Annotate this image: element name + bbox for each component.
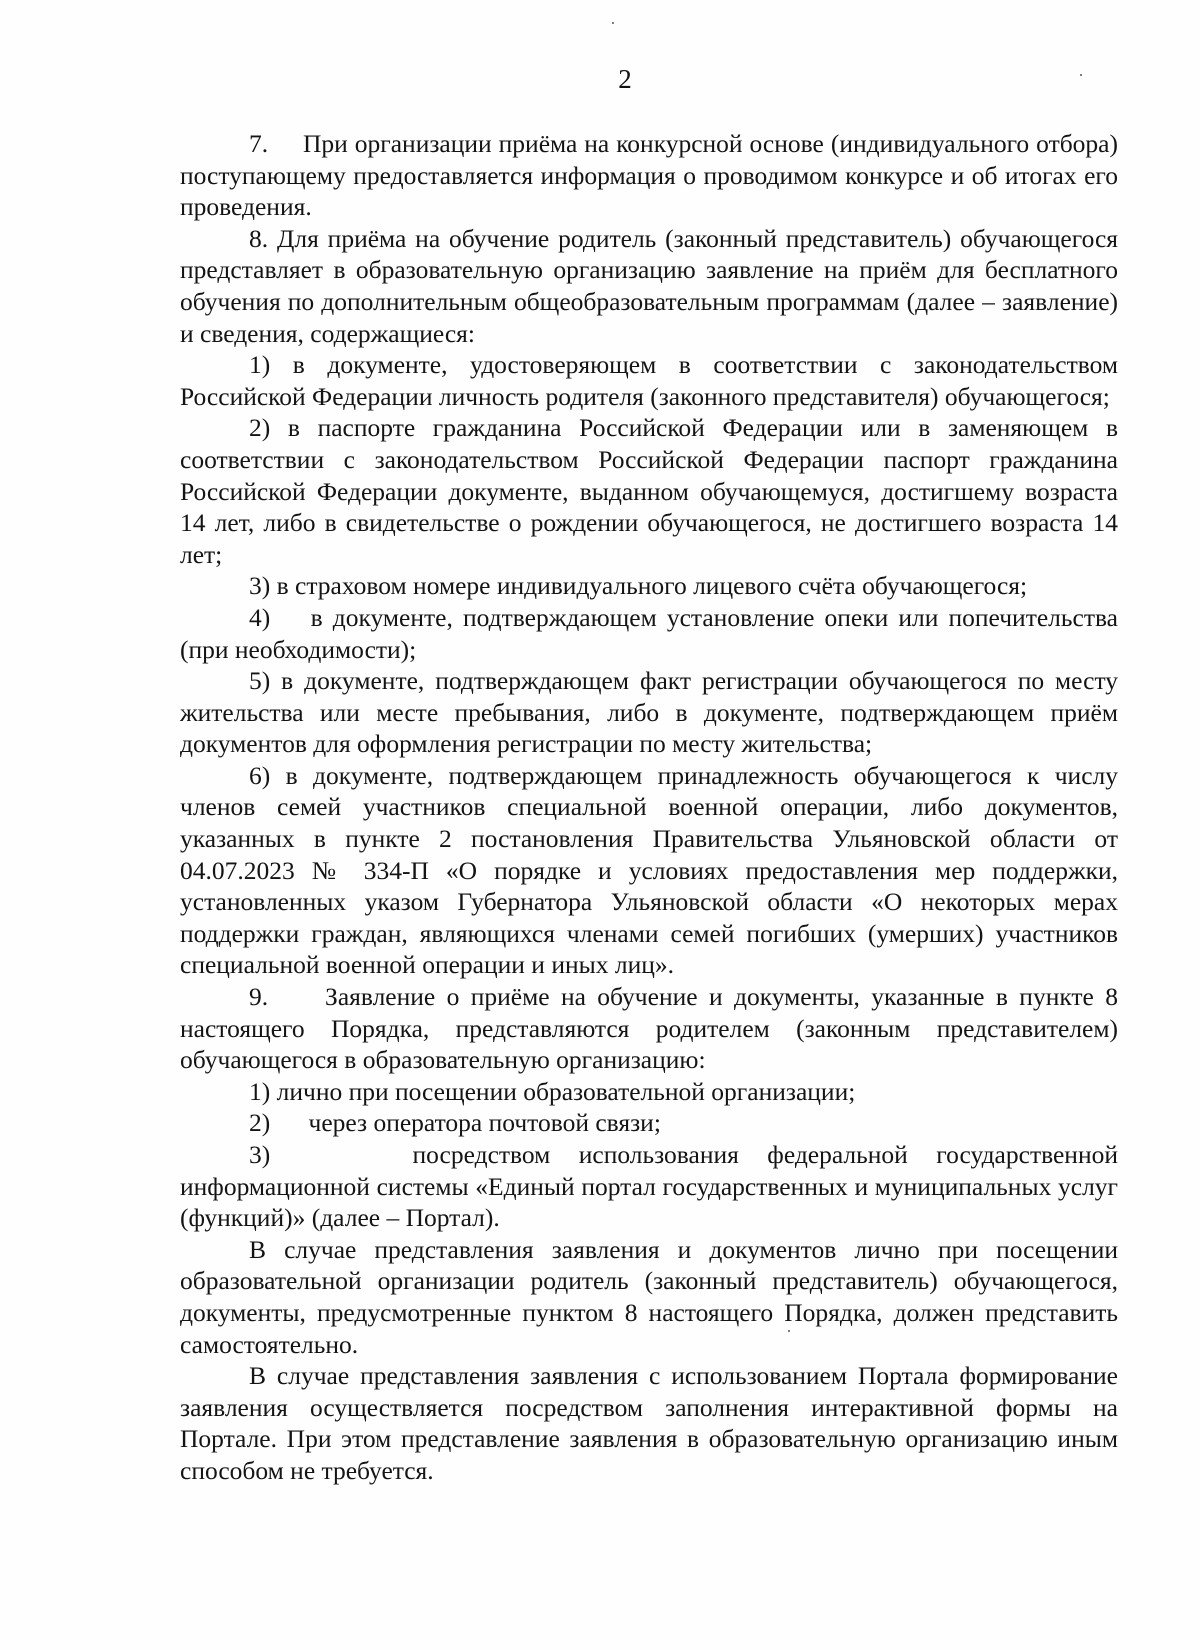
paragraph-9-item-1: 1) лично при посещении образовательной организации; [249, 1076, 856, 1106]
scan-speck [612, 22, 614, 24]
document-body [180, 128, 1118, 1487]
paragraph-8-item-5: 5) в документе, подтверждающем факт регистрации обучающегося по месту жительства или месте пребывания, либо в документе, подтверждающем приём документов для оформления регистрации по месту жительства; [180, 666, 1118, 759]
paragraph-9-item-2: 2) через оператора почтовой связи; [249, 1108, 661, 1138]
paragraph-7: 7. При организации приёма на конкурсной основе (индивидуального отбора) поступающему предоставляется информация о проводимом конкурсе и об итогах его проведения. [180, 129, 1118, 222]
paragraph-8-item-2: 2) в паспорте гражданина Российской Федерации или в заменяющем в соответствии с законодательством Российской Федерации паспорт гражданина Российской Федерации документе, выданном обучающемуся, достигшему возраста 14 лет, либо в свидетельстве о рождении обучающегося, не достигшего возраста 14 лет; [180, 413, 1118, 569]
page-number: 2 [618, 64, 632, 94]
paragraph-8: 8. Для приёма на обучение родитель (законный представитель) обучающегося представляет в образовательную организацию заявление на приём для бесплатного обучения по дополнительным общеобразовательным программам (далее – заявление) и сведения, содержащиеся: [180, 223, 1118, 348]
paragraph-9-item-3: 3) посредством использования федеральной государственной информационной системы «Единый портал государственных и муниципальных услуг (функций)» (далее – Портал). [180, 1140, 1118, 1233]
paragraph-9: 9. Заявление о приёме на обучение и документы, указанные в пункте 8 настоящего Порядка, представляются родителем (законным представителем) обучающегося в образовательную организацию: [180, 982, 1118, 1075]
paragraph-8-item-3: 3) в страховом номере индивидуального лицевого счёта обучающегося; [249, 571, 1028, 601]
paragraph-portal-submission: В случае представления заявления с использованием Портала формирование заявления осуществляется посредством заполнения интерактивной формы на Портале. При этом представление заявления в образовательную организацию иным способом не требуется. [180, 1361, 1118, 1485]
paragraph-8-item-1: 1) в документе, удостоверяющем в соответствии с законодательством Российской Федерации личность родителя (законного представителя) обучающегося; [180, 350, 1118, 411]
paragraph-in-person-submission: В случае представления заявления и документов лично при посещении образовательной организации родитель (законный представитель) обучающегося, документы, предусмотренные пунктом 8 настоящего Порядка, должен представить самостоятельно. [180, 1234, 1118, 1359]
paragraph-8-item-6: 6) в документе, подтверждающем принадлежность обучающегося к числу членов семей участников специальной военной операции, либо документов, указанных в пункте 2 постановления Правительства Ульяновской области от 04.07.2023 № 334-П «О порядке и условиях предоставления мер поддержки, установленных указом Губернатора Ульяновской области «О некоторых мерах поддержки граждан, являющихся членами семей погибших (умерших) участников специальной военной операции и иных лиц». [180, 760, 1118, 980]
paragraph-8-item-4: 4) в документе, подтверждающем установление опеки или попечительства (при необходимости); [180, 602, 1118, 664]
